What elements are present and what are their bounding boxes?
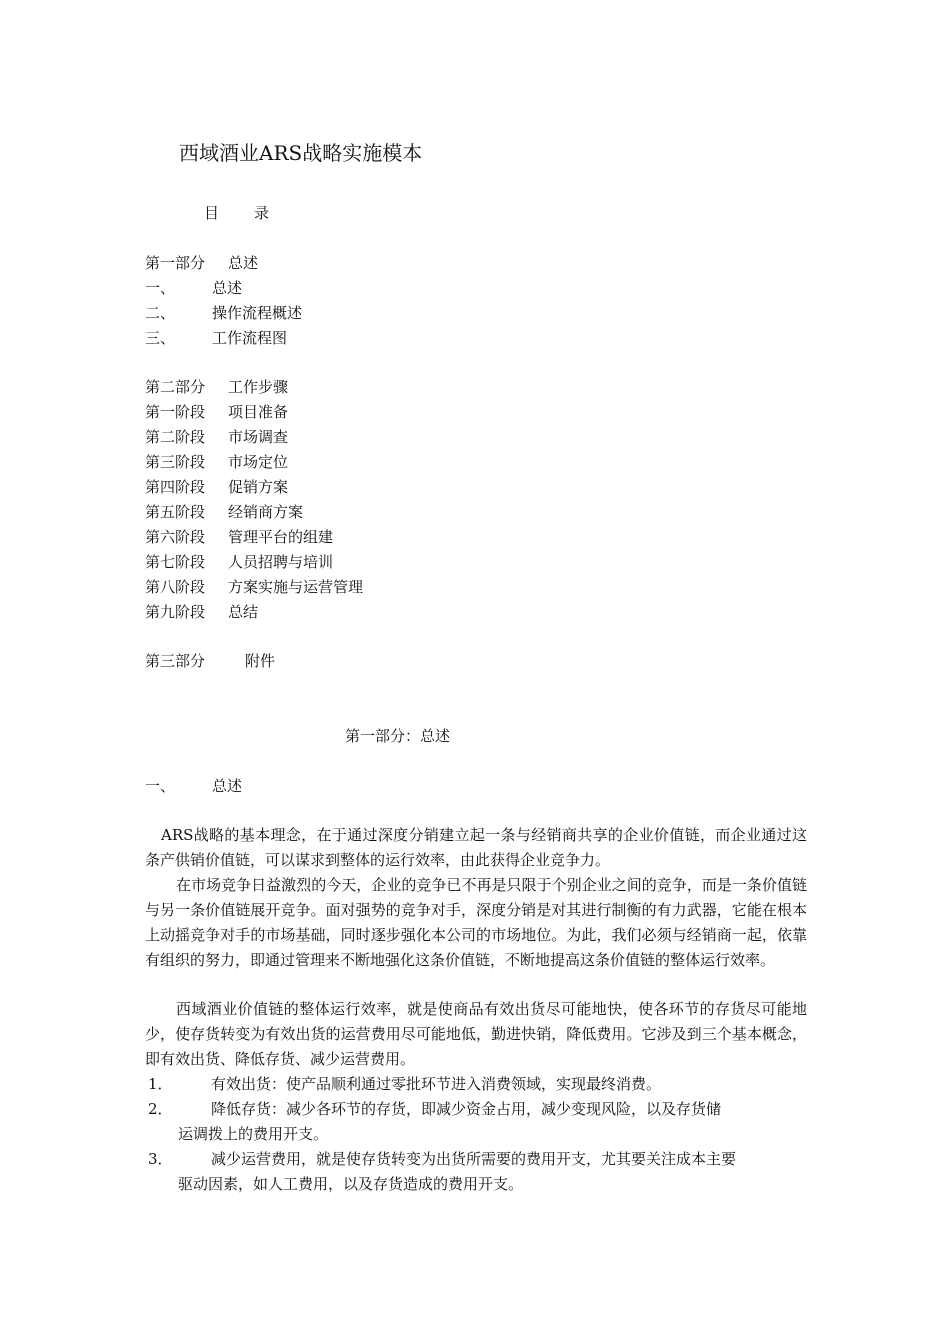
toc-stage-label: 第六阶段: [145, 528, 206, 546]
toc-item-text: 工作流程图: [212, 329, 288, 347]
toc-part1-label: 第一部分: [145, 254, 206, 272]
list-item: [145, 1072, 807, 1097]
list-item-continuation: 驱动因素，如人工费用，以及存货造成的费用开支。: [178, 1175, 524, 1193]
body-paragraph: 西域酒业价值链的整体运行效率，就是使商品有效出货尽可能地快，使各环节的存货尽可能地少，使存货转变为有效出货的运营费用尽可能地低，勤进快销，降低费用。它涉及到三个基本概念，即有效出货、降低存货、减少运营费用。: [145, 1000, 807, 1068]
list-item: [145, 1097, 807, 1147]
toc-item-num: 三、: [145, 329, 176, 347]
body-paragraph: ARS战略的基本理念，在于通过深度分销建立起一条与经销商共享的企业价值链，而企业通过这条产供销价值链，可以谋求到整体的运行效率，由此获得企业竞争力。: [145, 826, 807, 869]
toc-item-num: 二、: [145, 304, 176, 322]
toc-item-text: 操作流程概述: [212, 304, 303, 322]
toc-item-num: 一、: [145, 279, 176, 297]
toc-stage-text: 经销商方案: [228, 503, 304, 521]
toc-stage-text: 市场调查: [228, 428, 289, 446]
toc-part2-title: 工作步骤: [228, 378, 289, 396]
toc-stage-label: 第五阶段: [145, 503, 206, 521]
toc-stage-label: 第四阶段: [145, 478, 206, 496]
body-paragraph: 在市场竞争日益激烈的今天，企业的竞争已不再是只限于个别企业之间的竞争，而是一条价值链与另一条价值链展开竞争。面对强势的竞争对手，深度分销是对其进行制衡的有力武器，它能在根本上动摇竞争对手的市场基础，同时逐步强化本公司的市场地位。为此，我们必须与经销商一起，依靠有组织的努力，即通过管理来不断地强化这条价值链，不断地提高这条价值链的整体运行效率。: [145, 876, 807, 969]
toc-part3-title: 附件: [245, 652, 276, 670]
toc-stage-text: 促销方案: [228, 478, 289, 496]
list-item-number: 1．: [148, 1075, 173, 1093]
toc-item-text: 总述: [212, 279, 243, 297]
toc-stage-text: 方案实施与运营管理: [228, 578, 364, 596]
list-item: [145, 1147, 807, 1197]
document-title: 西域酒业ARS战略实施模本: [179, 141, 423, 165]
list-item-text: 减少运营费用，就是使存货转变为出货所需要的费用开支，尤其要关注成本主要: [211, 1150, 737, 1168]
toc-stage-label: 第八阶段: [145, 578, 206, 596]
toc-stage-text: 市场定位: [228, 453, 289, 471]
section-subheading-text: 总述: [212, 777, 243, 795]
toc-stage-text: 管理平台的组建: [228, 528, 334, 546]
toc-stage-text: 总结: [228, 603, 259, 621]
toc-stage-label: 第一阶段: [145, 403, 206, 421]
list-item-continuation: 运调拨上的费用开支。: [178, 1125, 329, 1143]
list-item-text: 降低存货：减少各环节的存货，即减少资金占用，减少变现风险，以及存货储: [211, 1100, 722, 1118]
toc-stage-text: 项目准备: [228, 403, 289, 421]
toc-stage-label: 第三阶段: [145, 453, 206, 471]
list-item-text: 有效出货：使产品顺利通过零批环节进入消费领域，实现最终消费。: [211, 1075, 662, 1093]
toc-heading-right: 录: [254, 204, 270, 222]
list-item-number: 3．: [148, 1150, 173, 1168]
toc-stage-text: 人员招聘与培训: [228, 553, 334, 571]
section-heading: 第一部分：总述: [345, 727, 451, 745]
toc-stage-label: 第九阶段: [145, 603, 206, 621]
toc-part3-label: 第三部分: [145, 652, 206, 670]
toc-part2-label: 第二部分: [145, 378, 206, 396]
toc-heading-left: 目: [204, 204, 220, 222]
toc-stage-label: 第二阶段: [145, 428, 206, 446]
toc-part1-title: 总述: [228, 254, 259, 272]
section-subheading-num: 一、: [145, 777, 176, 795]
list-item-number: 2．: [148, 1100, 173, 1118]
toc-stage-label: 第七阶段: [145, 553, 206, 571]
